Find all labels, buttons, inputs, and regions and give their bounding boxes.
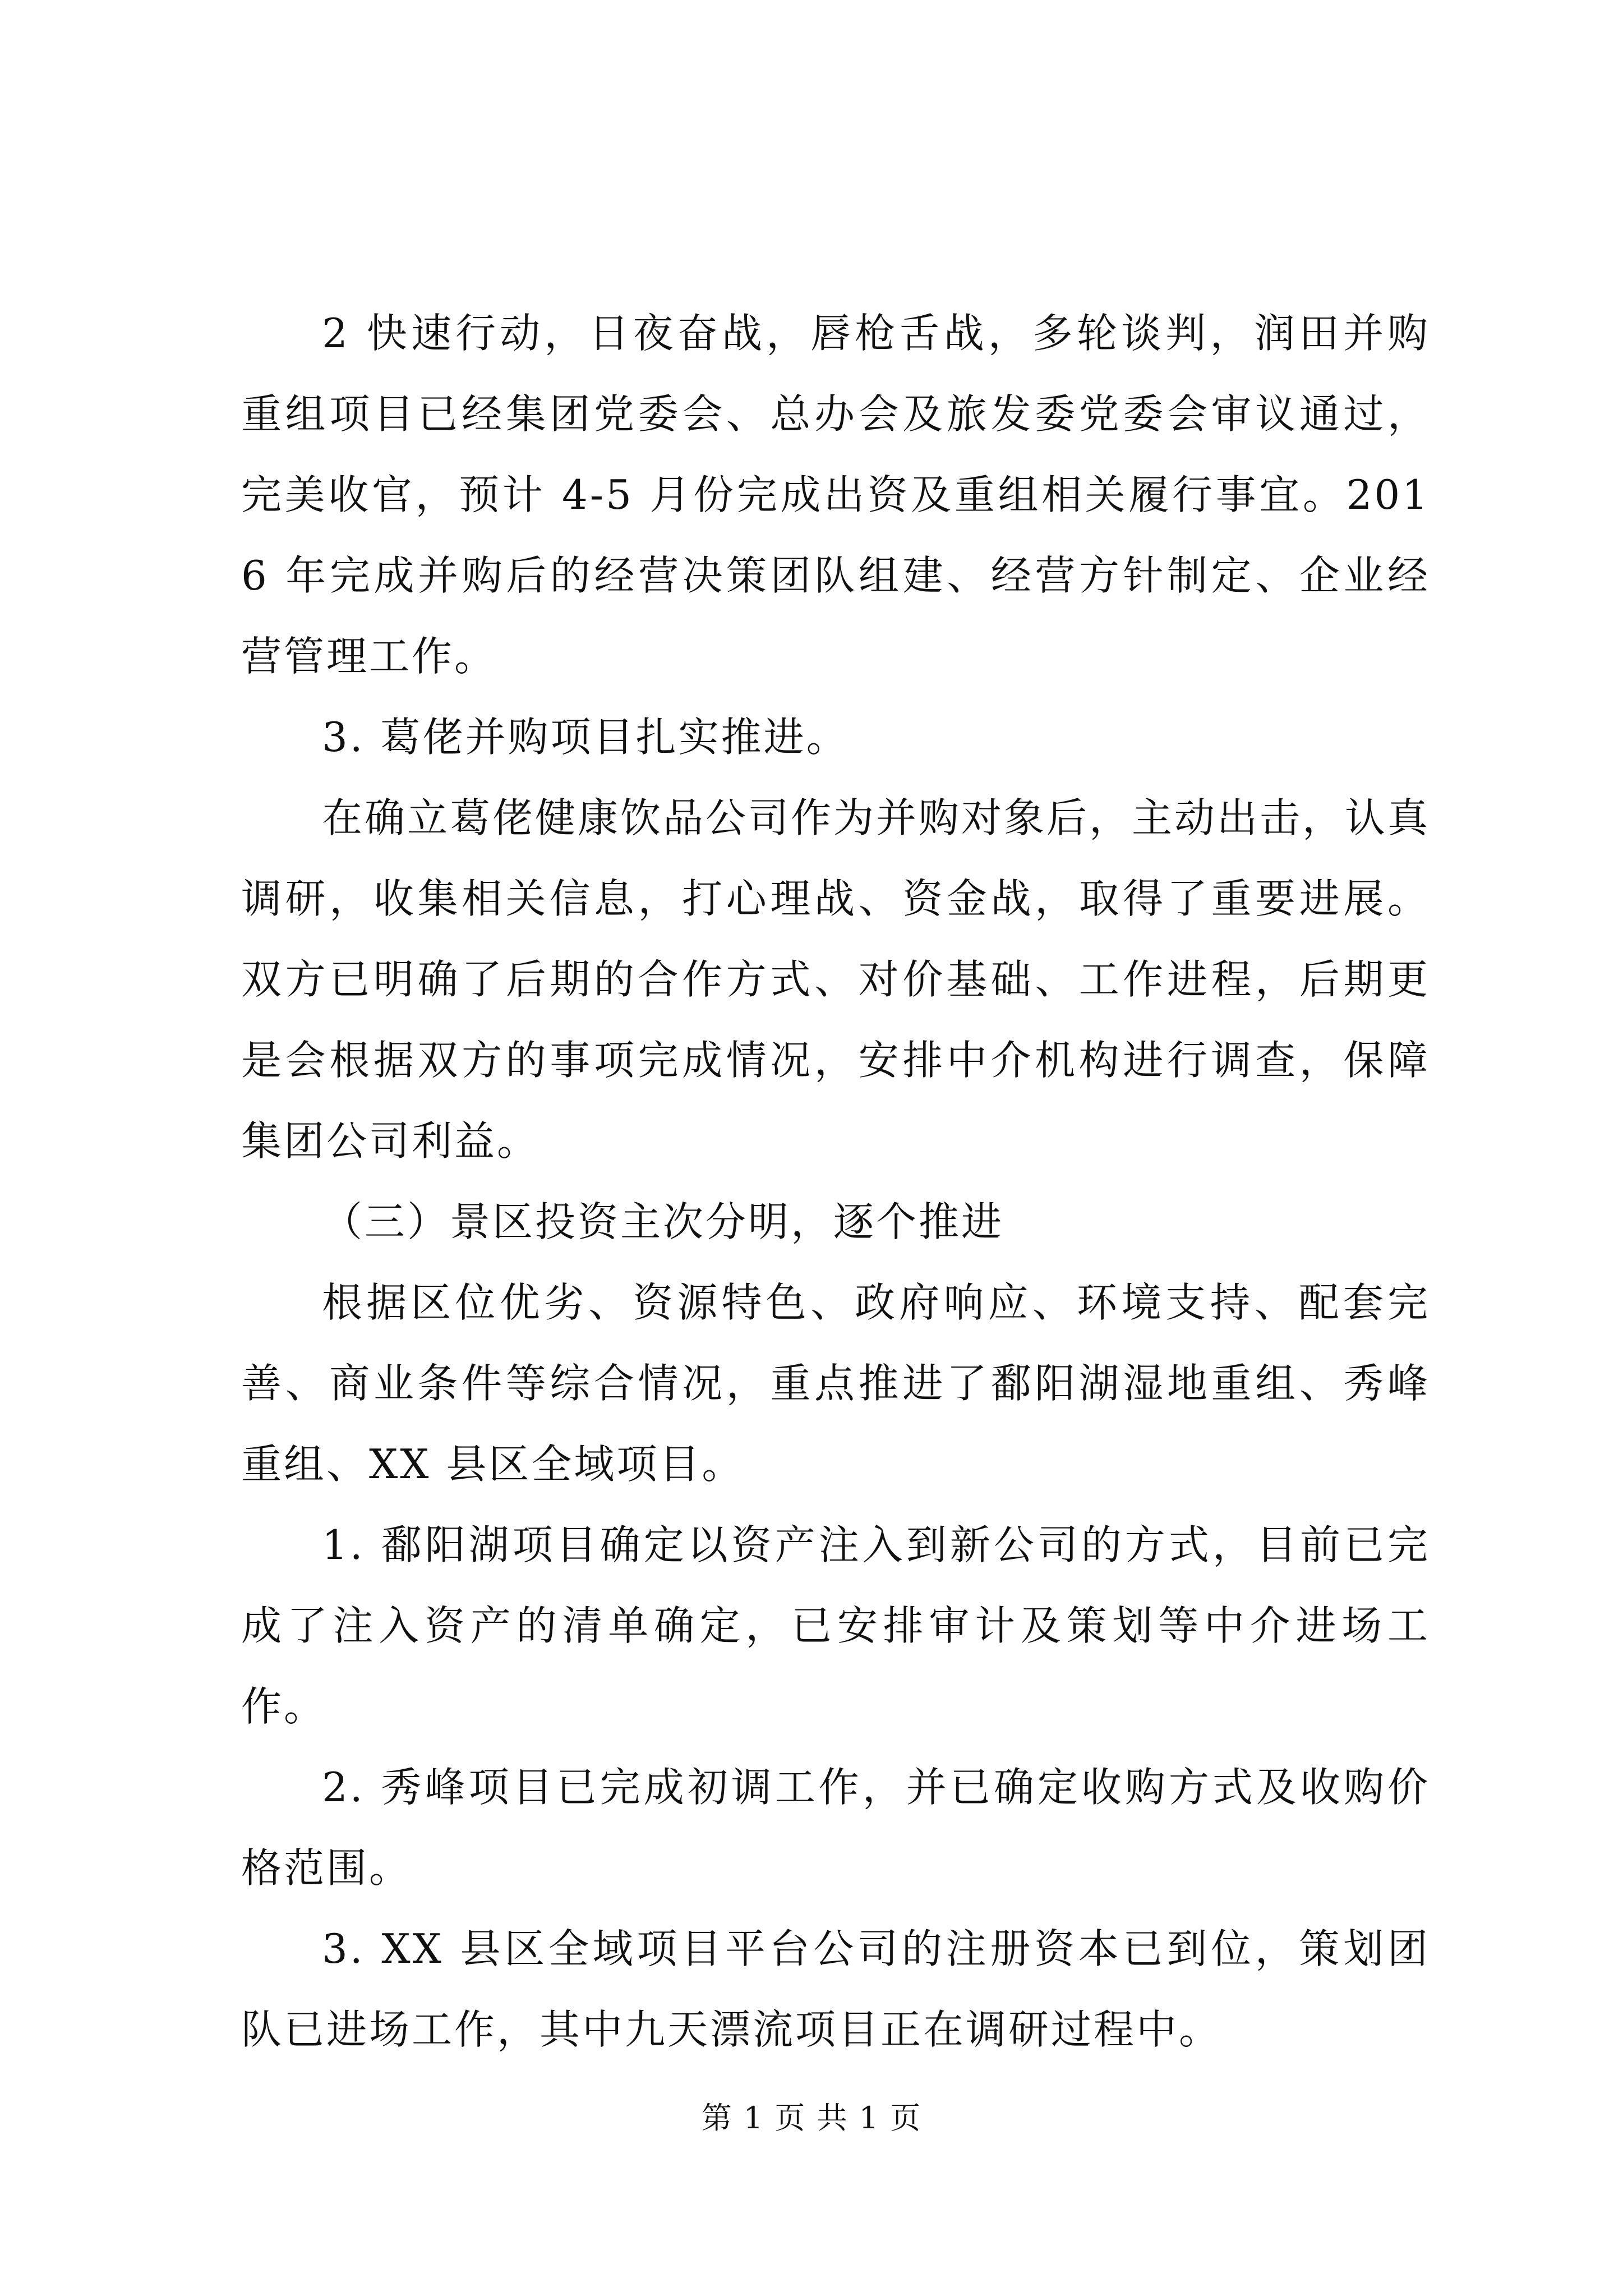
paragraph-scenic-overview: 根据区位优劣、资源特色、政府响应、环境支持、配套完善、商业条件等综合情况，重点推进了鄱阳湖湿地重组、秀峰重组、XX 县区全域项目。 (241, 1279, 1430, 1488)
paragraph-gelao-detail: 在确立葛佬健康饮品公司作为并购对象后，主动出击，认真调研，收集相关信息，打心理战、资金战，取得了重要进展。双方已明确了后期的合作方式、对价基础、工作进程，后期更是会根据双方的事项完成情况，安排中介机构进行调查，保障集团公司利益。 (241, 794, 1431, 1165)
paragraph-gelao-heading: 3. 葛佬并购项目扎实推进。 (322, 714, 849, 761)
section-heading-scenic-investment: （三）景区投资主次分明，逐个推进 (322, 1198, 1004, 1245)
paragraph-county-project: 3. XX 县区全域项目平台公司的注册资本已到位，策划团队已进场工作，其中九天漂流项目正在调研过程中。 (241, 1925, 1430, 2053)
page-footer: 第 1 页 共 1 页 (701, 2100, 922, 2136)
paragraph-xiufeng: 2. 秀峰项目已完成初调工作，并已确定收购方式及收购价格范围。 (241, 1764, 1430, 1892)
body-text (241, 293, 1430, 2070)
paragraph-merger-runtian: 2 快速行动，日夜奋战，唇枪舌战，多轮谈判，润田并购重组项目已经集团党委会、总办会及旅发委党委会审议通过，完美收官，预计 4-5 月份完成出资及重组相关履行事宜。2016 年完成并购后的经营决策团队组建、经营方针制定、企业经营管理工作。 (241, 310, 1430, 680)
paragraph-poyang-lake: 1. 鄱阳湖项目确定以资产注入到新公司的方式，目前已完成了注入资产的清单确定，已安排审计及策划等中介进场工作。 (241, 1521, 1430, 1730)
